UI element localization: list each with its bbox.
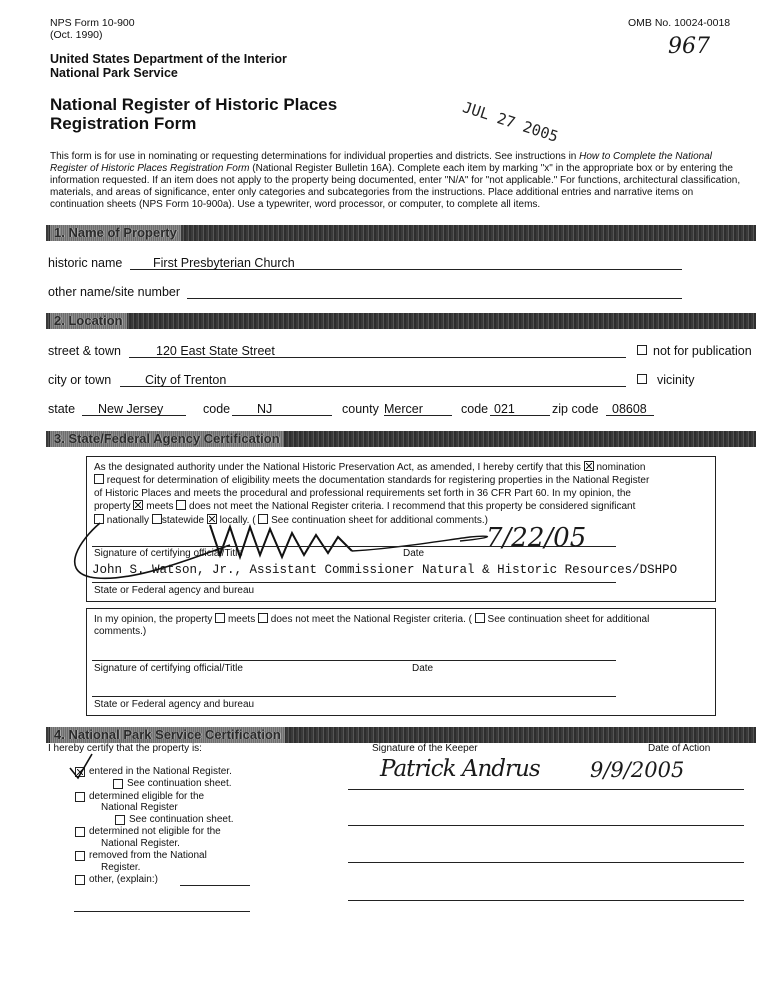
other-explain-line[interactable] — [180, 885, 250, 886]
request-checkbox[interactable] — [94, 474, 104, 484]
eligible-continuation-label: See continuation sheet. — [129, 814, 234, 825]
omb-number: OMB No. 10024-0018 — [628, 17, 731, 29]
opinion-agency-label: State or Federal agency and bureau — [94, 699, 255, 710]
state-value[interactable]: New Jersey — [98, 402, 164, 416]
vicinity-checkbox[interactable] — [637, 374, 647, 384]
keeper-line-4 — [348, 900, 744, 901]
opinion-sig-label: Signature of certifying official/Title — [94, 663, 243, 674]
handwritten-number: 967 — [668, 34, 710, 59]
not-for-publication-label: not for publication — [653, 344, 752, 358]
street-value[interactable]: 120 East State Street — [156, 344, 275, 358]
state-sig-line — [92, 546, 616, 547]
removed-label2: Register. — [101, 862, 141, 873]
section2-bar — [46, 313, 756, 329]
not-eligible-checkbox[interactable] — [75, 827, 85, 837]
not-eligible-label2: National Register. — [101, 838, 180, 849]
zip-value[interactable]: 08608 — [612, 402, 647, 416]
nomination-checkbox[interactable] — [584, 461, 594, 471]
keeper-line-3 — [348, 862, 744, 863]
removed-label: removed from the National — [89, 850, 207, 861]
keeper-label: Signature of the Keeper — [372, 743, 478, 754]
opinion-sig-line — [92, 660, 616, 661]
typed-official-name: John S. Watson, Jr., Assistant Commissioner Natural & Historic Resources/DSHPO — [92, 563, 678, 577]
keeper-signature: Patrick Andrus — [380, 756, 540, 782]
not-for-publication-checkbox[interactable] — [637, 345, 647, 355]
street-label: street & town — [48, 344, 121, 358]
zip-label: zip code — [552, 402, 599, 416]
code-line — [232, 415, 332, 416]
opinion-agency-line — [92, 696, 616, 697]
state-cert-paragraph: As the designated authority under the National Historic Preservation Act, as amended, I hereby certify that this nomination request for determination of eligibility meets the documentation standards for registering properties in the National Register of Historic Places and meets the procedural and professional requirements set forth in 36 CFR Part 60. In my opinion, the property meets does not meet the National Register criteria. I recommend that this property be considered significant nationally statewide locally. ( See continuation sheet for additional comments.) — [94, 462, 650, 526]
code-value[interactable]: NJ — [257, 402, 273, 416]
entered-continuation-label: See continuation sheet. — [127, 778, 232, 789]
section3-bar — [46, 431, 756, 447]
keeper-date: 9/9/2005 — [590, 758, 685, 782]
vicinity-label: vicinity — [657, 373, 695, 387]
opinion-does-not-meet-checkbox[interactable] — [258, 613, 268, 623]
determined-eligible-label: determined eligible for the — [89, 791, 205, 802]
determined-eligible-label2: National Register — [101, 802, 178, 813]
form-number: NPS Form 10-900 — [50, 17, 135, 29]
intro-text: This form is for use in nominating or requesting determinations for individual properties and districts. See instructions in How to Complete the National Register of Historic Places Registration Form (National Register Bulletin 16A). Complete each item by marking "x" in the appropriate box or by entering the information requested. If an item does not apply to the property being documented, enter "N/A" for "not applicable." For functions, architectural classification, materials, and areas of significance, enter only categories and subcategories from the instructions. Place additional entries and narrative items on continuation sheets (NPS Form 10-900a). Use a typewriter, word processor, or computer, to complete all items. — [50, 151, 741, 210]
eligible-continuation-checkbox[interactable] — [115, 815, 125, 825]
form-title-line2: Registration Form — [50, 114, 197, 133]
removed-checkbox[interactable] — [75, 851, 85, 861]
historic-name-value[interactable]: First Presbyterian Church — [153, 256, 295, 270]
section1-heading: 1. Name of Property — [50, 225, 181, 241]
other-name-label: other name/site number — [48, 285, 181, 299]
section4-bar — [46, 727, 756, 743]
state-agency-line — [92, 582, 616, 583]
determined-eligible-checkbox[interactable] — [75, 792, 85, 802]
county-value[interactable]: Mercer — [384, 402, 423, 416]
city-value[interactable]: City of Trenton — [145, 373, 227, 387]
state-agency-label: State or Federal agency and bureau — [94, 585, 255, 596]
opinion-meets-checkbox[interactable] — [215, 613, 225, 623]
state-handwritten-date: 7/22/05 — [486, 523, 587, 553]
state-sig-label: Signature of certifying official/Title — [94, 548, 243, 559]
keeper-line-2 — [348, 825, 744, 826]
other-explain-line-2[interactable] — [74, 911, 250, 912]
service: National Park Service — [50, 66, 178, 80]
section4-heading: 4. National Park Service Certification — [50, 727, 285, 743]
meets-checkbox[interactable] — [133, 500, 143, 510]
department: United States Department of the Interior — [50, 52, 287, 66]
opinion-paragraph: In my opinion, the property meets does not meet the National Register criteria. ( See continuation sheet for additional comments.) — [94, 614, 650, 638]
entered-continuation-checkbox[interactable] — [113, 779, 123, 789]
state-label: state — [48, 402, 76, 416]
entered-label: entered in the National Register. — [89, 766, 232, 777]
opinion-date-label: Date — [412, 663, 434, 674]
historic-name-label: historic name — [48, 256, 123, 270]
certify-statement: I hereby certify that the property is: — [48, 743, 202, 754]
section1-bar — [46, 225, 756, 241]
section3-heading: 3. State/Federal Agency Certification — [50, 431, 284, 447]
other-label: other, (explain:) — [89, 874, 158, 885]
keeper-line-1 — [348, 789, 744, 790]
not-eligible-label: determined not eligible for the — [89, 826, 221, 837]
date-of-action-label: Date of Action — [648, 743, 711, 754]
other-checkbox[interactable] — [75, 875, 85, 885]
city-label: city or town — [48, 373, 112, 387]
other-name-line — [187, 298, 682, 299]
county-label: county — [342, 402, 379, 416]
does-not-meet-checkbox[interactable] — [176, 500, 186, 510]
code2-value[interactable]: 021 — [494, 402, 515, 416]
form-date: (Oct. 1990) — [50, 29, 103, 41]
code2-label: code — [461, 402, 489, 416]
date-stamp: JUL 27 2005 — [460, 98, 561, 146]
section2-heading: 2. Location — [50, 313, 127, 329]
form-title-line1: National Register of Historic Places — [50, 95, 338, 114]
state-date-label: Date — [403, 548, 425, 559]
code-label: code — [203, 402, 231, 416]
continuation-checkbox-2[interactable] — [475, 613, 485, 623]
